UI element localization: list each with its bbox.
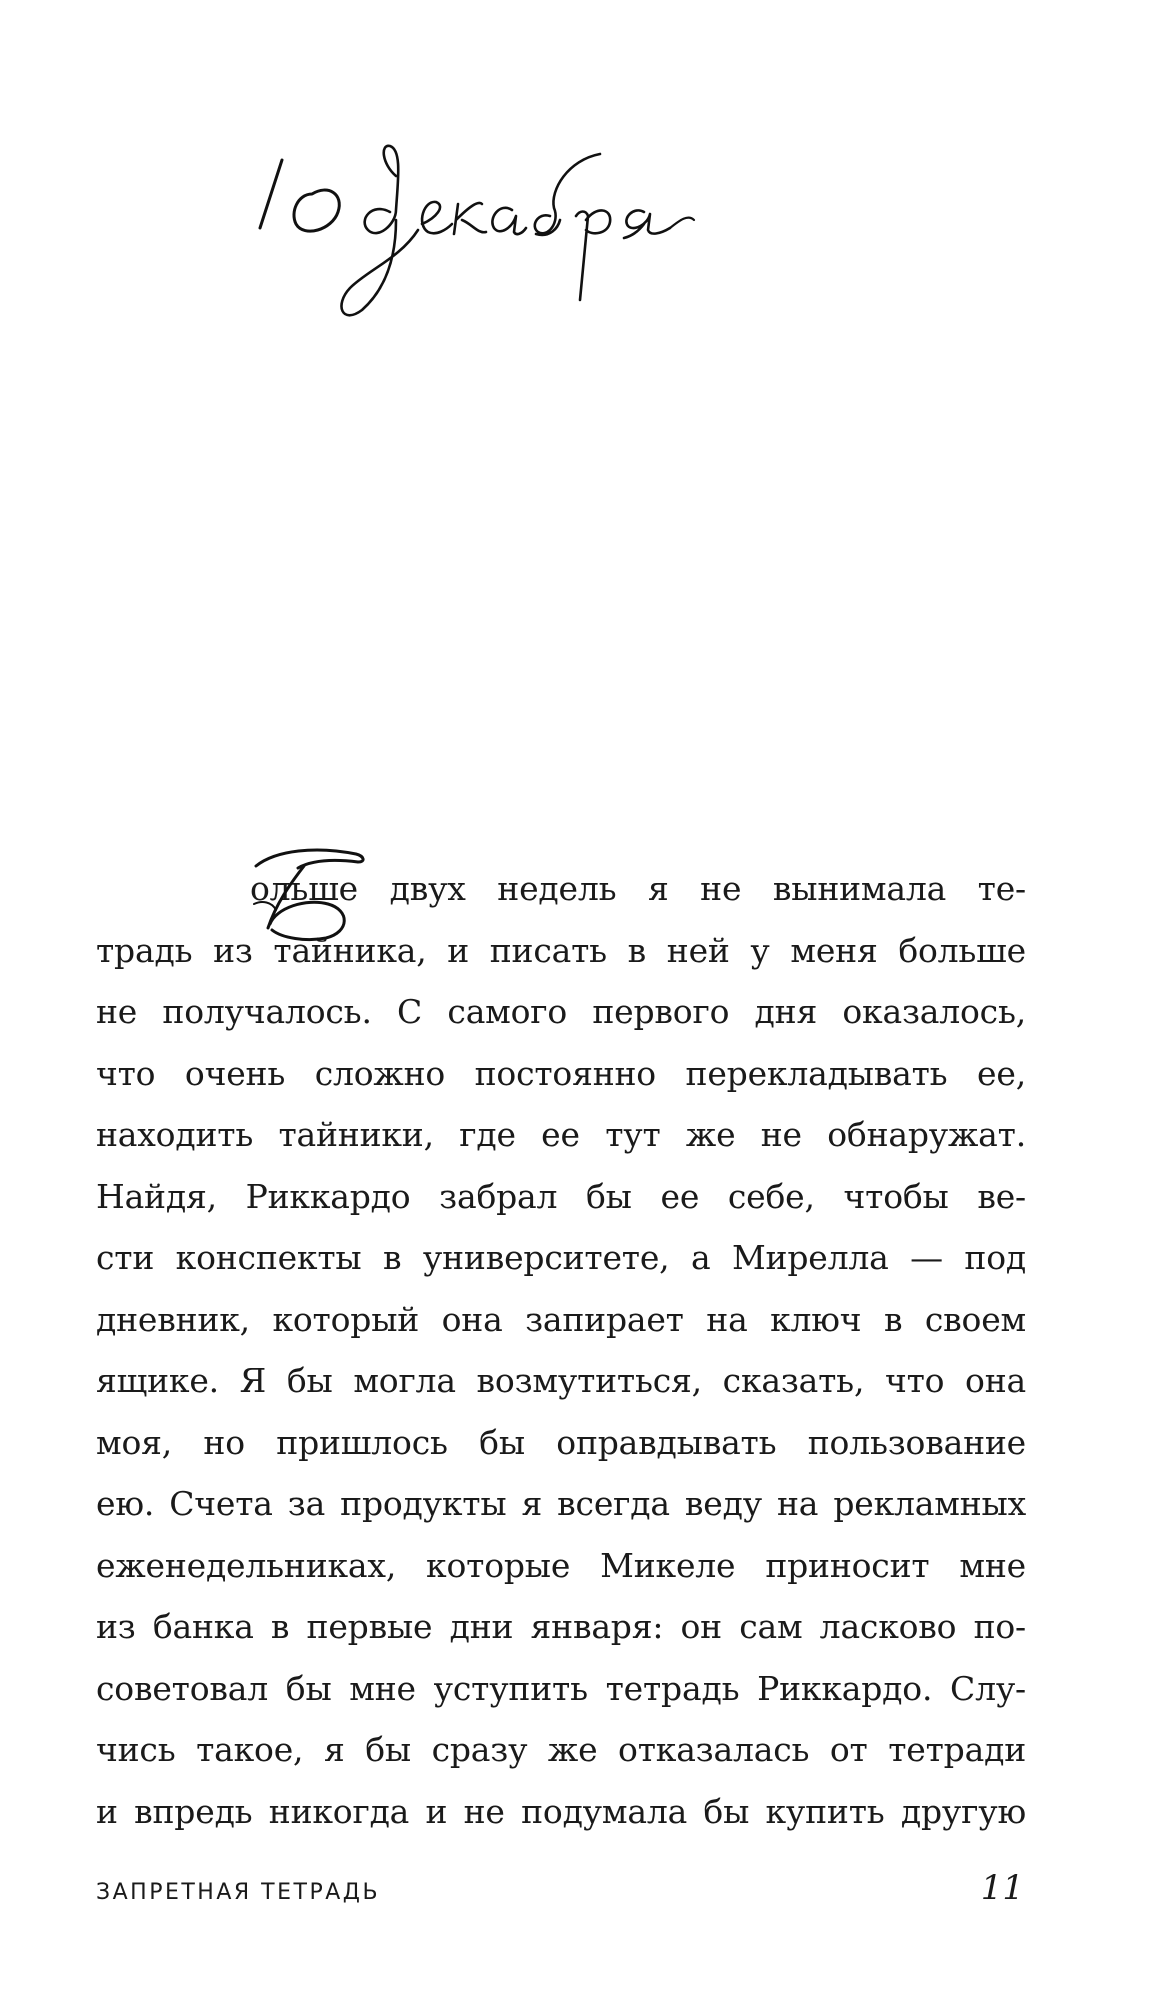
text-line: моя, но пришлось бы оправдывать пользование (96, 1422, 1026, 1462)
text-line: традь из тайника, и писать в ней у меня больше (96, 930, 1026, 970)
text-line: дневник, который она запирает на ключ в своем (96, 1299, 1026, 1339)
text-line: что очень сложно постоянно перекладывать ее, (96, 1053, 1026, 1093)
text-line: ящике. Я бы могла возмутиться, сказать, что она (96, 1361, 1026, 1400)
text-line: ольше двух недель я не вынимала те- (250, 869, 1026, 908)
text-line: Найдя, Риккардо забрал бы ее себе, чтобы ве- (96, 1176, 1026, 1216)
text-line: чись такое, я бы сразу же отказалась от тетради (96, 1730, 1026, 1769)
body-text (96, 858, 1026, 1842)
text-line: еженедельниках, которые Микеле приносит мне (96, 1545, 1026, 1585)
text-line: советовал бы мне уступить тетрадь Риккардо. Слу- (96, 1668, 1026, 1708)
text-line: ею. Счета за продукты я всегда веду на рекламных (96, 1484, 1026, 1523)
chapter-title (250, 120, 790, 320)
running-footer-title: ЗАПРЕТНАЯ ТЕТРАДЬ (96, 1880, 381, 1905)
text-line: из банка в первые дни января: он сам ласково по- (96, 1607, 1026, 1646)
drop-cap (246, 844, 372, 946)
page-number: 11 (980, 1868, 1024, 1908)
text-line: и впредь никогда и не подумала бы купить другую (96, 1791, 1026, 1831)
text-line: не получалось. С самого первого дня оказалось, (96, 992, 1026, 1031)
text-line: находить тайники, где ее тут же не обнаружат. (96, 1115, 1026, 1154)
text-line: сти конспекты в университете, а Мирелла — под (96, 1238, 1026, 1277)
